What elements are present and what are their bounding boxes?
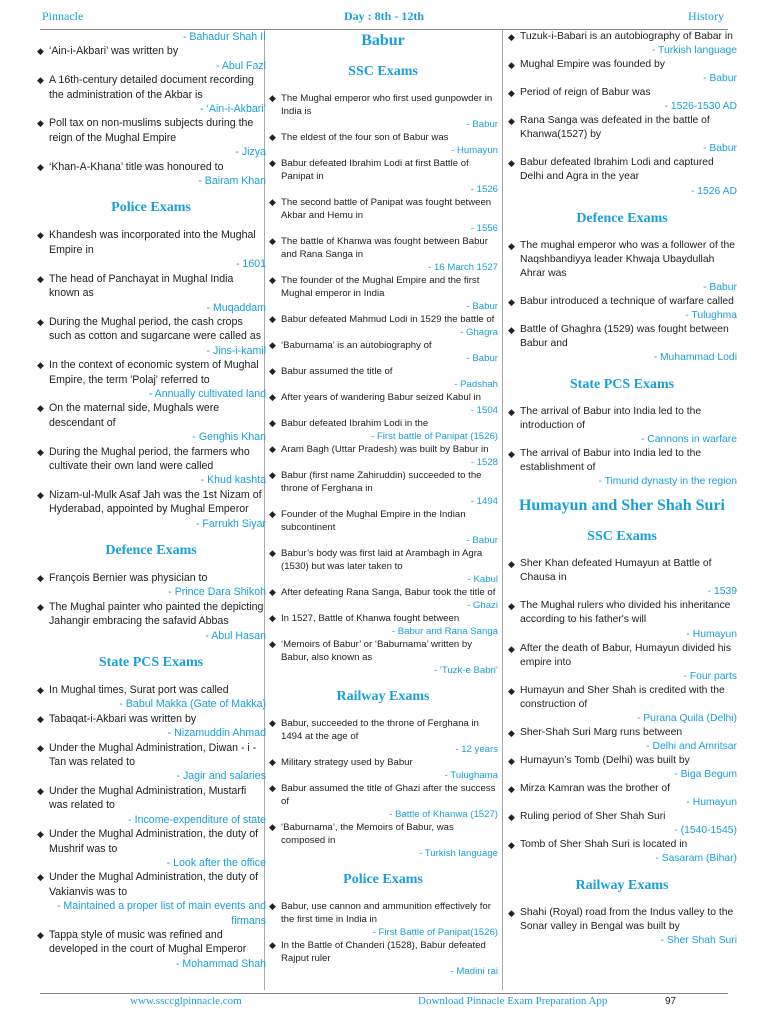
- question-text: In the Battle of Chanderi (1528), Babur defeated Rajput ruler: [281, 940, 486, 964]
- list-item: [268, 638, 498, 677]
- question-text: The second battle of Panipat was fought between Akbar and Hemu in: [281, 197, 492, 221]
- section-title-railway: Railway Exams: [336, 689, 430, 704]
- answer-text: - First Battle of Panipat(1526): [372, 927, 498, 938]
- answer-text: - 1526: [470, 184, 498, 195]
- list-item: [507, 323, 737, 365]
- list-item: [268, 131, 498, 157]
- question-list: [507, 906, 737, 948]
- answer-text: - Timurid dynasty in the region: [598, 476, 737, 488]
- diamond-bullet-icon: ◆: [269, 509, 276, 519]
- list-item: [268, 939, 498, 978]
- question-text: Babur, succeeded to the throne of Ferghana in 1494 at the age of: [281, 718, 479, 742]
- list-item: [268, 235, 498, 274]
- question-list: [36, 571, 266, 643]
- diamond-bullet-icon: ◆: [269, 901, 276, 911]
- header-day-range: Day : 8th - 12th: [344, 9, 424, 23]
- question-text: Shahi (Royal) road from the Indus valley to the Sonar valley in Bengal was built by: [520, 907, 734, 933]
- answer-text: - Babur: [466, 119, 498, 130]
- diamond-bullet-icon: ◆: [269, 757, 276, 767]
- question-text: Tuzuk-i-Babari is an autobiography of Babar in: [520, 31, 733, 42]
- section-title-railway: Railway Exams: [575, 878, 669, 894]
- diamond-bullet-icon: ◆: [508, 296, 515, 307]
- question-text: After defeating Rana Sanga, Babur took the title of: [281, 587, 496, 598]
- list-item: [507, 906, 737, 948]
- diamond-bullet-icon: ◆: [269, 418, 276, 428]
- answer-text: - 16 March 1527: [428, 262, 498, 273]
- list-item: [268, 469, 498, 508]
- question-text: Babur defeated Ibrahim Lodi and captured Delhi and Agra in the year: [520, 157, 714, 183]
- section-title-defence: Defence Exams: [576, 210, 668, 226]
- answer-text: - Four parts: [683, 670, 737, 682]
- list-item: [268, 196, 498, 235]
- question-text: ‘Baburnama’ is an autobiography of: [281, 340, 432, 351]
- question-text: Mirza Kamran was the brother of: [520, 783, 671, 795]
- answer-text: - Kabul: [467, 574, 498, 585]
- diamond-bullet-icon: ◆: [269, 822, 276, 832]
- list-item: [268, 157, 498, 196]
- list-item: [36, 272, 266, 315]
- question-text: After the death of Babur, Humayun divided his empire into: [520, 642, 732, 668]
- answer-text: - Ghazi: [467, 600, 498, 611]
- question-text: Babur’s body was first laid at Arambagh in Agra (1530) but was later taken to: [281, 548, 483, 572]
- list-item: [268, 443, 498, 469]
- diamond-bullet-icon: ◆: [269, 340, 276, 350]
- answer-text: - Income-expenditure of state: [128, 813, 266, 826]
- diamond-bullet-icon: ◆: [508, 240, 515, 251]
- topic-title: Humayun and Sher Shah Suri: [518, 497, 725, 515]
- section-title-ssc: SSC Exams: [348, 64, 418, 79]
- list-item: [268, 821, 498, 860]
- question-text: A 16th-century detailed document recording the administration of the Akbar is: [49, 74, 254, 101]
- answer-text: - Tulughma: [685, 309, 737, 321]
- list-item: [36, 827, 266, 870]
- question-text: Ruling period of Sher Shah Suri: [520, 811, 666, 823]
- question-text: Babur, use cannon and ammunition effectively for the first time in India in: [281, 901, 491, 925]
- question-text: During the Mughal period, the cash crops such as cotton and sugarcane were called as: [49, 315, 262, 343]
- answer-text: - Madini rai: [450, 966, 498, 977]
- question-text: In Mughal times, Surat port was called: [49, 684, 229, 697]
- diamond-bullet-icon: ◆: [269, 470, 276, 480]
- question-text: Tabaqat-i-Akbari was written by: [49, 712, 197, 725]
- answer-text: - Babur: [703, 143, 737, 155]
- question-text: The founder of the Mughal Empire and the first Mughal emperor in India: [281, 275, 480, 299]
- diamond-bullet-icon: ◆: [37, 601, 44, 612]
- answer-text: - Nizamuddin Ahmad: [167, 727, 266, 740]
- question-list: [268, 900, 498, 978]
- question-text: Mughal Empire was founded by: [520, 59, 665, 71]
- answer-text: - ‘Ain-i-Akbari’: [200, 103, 266, 116]
- column-divider-right: [502, 30, 503, 990]
- question-list: [507, 557, 737, 866]
- footer-website-link[interactable]: www.ssccglpinnacle.com: [130, 995, 242, 1007]
- answer-text: - Sasaram (Bihar): [655, 853, 737, 865]
- question-text: ‘Baburnama’, the Memoirs of Babur, was composed in: [281, 822, 454, 846]
- list-item: [507, 726, 737, 754]
- question-text: Tappa style of music was refined and developed in the court of Mughal Emperor: [49, 928, 247, 956]
- answer-text: - Babur and Rana Sanga: [391, 626, 498, 637]
- diamond-bullet-icon: ◆: [508, 643, 515, 654]
- list-item: [268, 365, 498, 391]
- diamond-bullet-icon: ◆: [269, 639, 276, 649]
- diamond-bullet-icon: ◆: [37, 785, 44, 796]
- question-text: The arrival of Babur into India led to the introduction of: [520, 405, 702, 432]
- question-list: [36, 228, 266, 531]
- list-item: [36, 600, 266, 643]
- list-item: [507, 684, 737, 726]
- diamond-bullet-icon: ◆: [508, 685, 515, 696]
- diamond-bullet-icon: ◆: [269, 236, 276, 246]
- question-list: [36, 683, 266, 971]
- answer-text: - Humayun: [686, 797, 737, 809]
- list-item: [268, 339, 498, 365]
- diamond-bullet-icon: ◆: [269, 132, 276, 142]
- question-text: Period of reign of Babur was: [520, 87, 651, 99]
- list-item: [507, 599, 737, 641]
- answer-text: - Mohammad Shah: [175, 957, 266, 970]
- answer-text: - 1601: [235, 258, 266, 271]
- answer-text: - Look after the office: [166, 856, 266, 869]
- answer-text: - Babul Makka (Gate of Makka): [119, 698, 266, 711]
- diamond-bullet-icon: ◆: [508, 784, 515, 795]
- diamond-bullet-icon: ◆: [37, 403, 44, 414]
- question-text: During the Mughal period, the farmers who cultivate their own land were called: [49, 445, 250, 472]
- diamond-bullet-icon: ◆: [508, 840, 515, 851]
- diamond-bullet-icon: ◆: [508, 601, 515, 612]
- question-text: The eldest of the four son of Babur was: [281, 132, 449, 143]
- footer-divider: [40, 993, 728, 994]
- question-text: On the maternal side, Mughals were descendant of: [49, 402, 220, 429]
- diamond-bullet-icon: ◆: [269, 587, 276, 597]
- list-item: [507, 447, 737, 489]
- diamond-bullet-icon: ◆: [269, 366, 276, 376]
- list-item: [507, 642, 737, 684]
- question-list: [507, 239, 737, 365]
- answer-text: - 1528: [470, 457, 498, 468]
- question-list: [36, 44, 266, 188]
- question-text: François Bernier was physician to: [49, 572, 208, 584]
- list-item: [507, 239, 737, 295]
- list-item: [36, 488, 266, 531]
- list-item: [507, 30, 737, 58]
- list-item: [36, 160, 266, 189]
- list-item: [268, 391, 498, 417]
- diamond-bullet-icon: ◆: [37, 742, 44, 753]
- question-text: In 1527, Battle of Khanwa fought between: [281, 613, 460, 624]
- answer-text: - Muqaddam: [206, 301, 266, 314]
- list-item: [268, 782, 498, 821]
- list-item: [507, 838, 737, 866]
- answer-text: - Babur: [703, 281, 737, 293]
- diamond-bullet-icon: ◆: [508, 158, 515, 169]
- diamond-bullet-icon: ◆: [508, 727, 515, 738]
- page-header: [0, 0, 768, 30]
- diamond-bullet-icon: ◆: [269, 718, 276, 728]
- diamond-bullet-icon: ◆: [37, 446, 44, 457]
- list-item: [507, 295, 737, 323]
- question-text: Sher Khan defeated Humayun at Battle of Chausa in: [520, 558, 712, 584]
- answer-text: - Tulughama: [444, 770, 498, 781]
- diamond-bullet-icon: ◆: [269, 275, 276, 285]
- answer-text: - Padshah: [454, 379, 498, 390]
- question-text: ‘Memoirs of Babur’ or ‘Baburnama’ written by Babur, also known as: [281, 639, 473, 663]
- diamond-bullet-icon: ◆: [37, 829, 44, 840]
- diamond-bullet-icon: ◆: [37, 118, 44, 129]
- answer-text: - 1526 AD: [690, 185, 737, 197]
- question-list: [268, 717, 498, 860]
- diamond-bullet-icon: ◆: [269, 392, 276, 402]
- answer-text: - 1539: [707, 586, 737, 598]
- list-item: [36, 73, 266, 116]
- answer-text: - Jins-i-kamil: [206, 344, 266, 357]
- question-text: Babur (first name Zahiruddin) succeeded to the throne of Ferghana in: [281, 470, 482, 494]
- question-text: The mughal emperor who was a follower of the Naqshbandiyya leader Khwaja Ubaydullah Ahrar was: [520, 239, 736, 279]
- diamond-bullet-icon: ◆: [508, 324, 515, 335]
- list-item: [36, 445, 266, 488]
- list-item: [36, 315, 266, 358]
- question-text: Battle of Ghaghra (1529) was fought between Babur and: [520, 323, 729, 349]
- list-item: [268, 586, 498, 612]
- answer-text: - Abul Hasan: [205, 629, 266, 642]
- diamond-bullet-icon: ◆: [269, 444, 276, 454]
- answer-text: - Abul Fazl: [215, 59, 266, 72]
- diamond-bullet-icon: ◆: [37, 685, 44, 696]
- column-3: [507, 30, 737, 990]
- diamond-bullet-icon: ◆: [37, 75, 44, 86]
- answer-text: - Jizya: [235, 146, 266, 159]
- diamond-bullet-icon: ◆: [508, 755, 515, 766]
- question-text: In the context of economic system of Mughal Empire, the term 'Polaj' referred to: [49, 359, 259, 386]
- diamond-bullet-icon: ◆: [37, 713, 44, 724]
- diamond-bullet-icon: ◆: [269, 314, 276, 324]
- answer-text: - Muhammad Lodi: [653, 351, 737, 363]
- answer-text: - Bairam Khan: [198, 175, 266, 188]
- answer-text: - Delhi and Amritsar: [646, 740, 737, 752]
- header-brand: Pinnacle: [42, 9, 84, 23]
- diamond-bullet-icon: ◆: [37, 573, 44, 583]
- question-text: Babur defeated Ibrahim Lodi at first Battle of Panipat in: [281, 158, 469, 182]
- list-item: [268, 92, 498, 131]
- list-item: [36, 358, 266, 401]
- answer-text: - 1494: [470, 496, 498, 507]
- question-text: Poll tax on non-muslims subjects during the reign of the Mughal Empire: [49, 117, 254, 144]
- answer-text: - Maintained a proper list of main events and firmans: [56, 900, 266, 927]
- list-item: [36, 228, 266, 271]
- diamond-bullet-icon: ◆: [37, 161, 44, 172]
- section-title-ssc: SSC Exams: [587, 529, 657, 545]
- list-item: [36, 401, 266, 444]
- question-text: Babur introduced a technique of warfare called: [520, 295, 734, 307]
- list-item: [36, 741, 266, 784]
- diamond-bullet-icon: ◆: [508, 449, 515, 460]
- diamond-bullet-icon: ◆: [508, 116, 515, 127]
- list-item: [507, 810, 737, 838]
- question-text: The Mughal painter who painted the depicting Jahangir embracing the safavid Abbas: [49, 600, 264, 628]
- diamond-bullet-icon: ◆: [37, 489, 44, 500]
- list-item: [36, 683, 266, 712]
- diamond-bullet-icon: ◆: [269, 93, 276, 103]
- header-subject: History: [688, 9, 724, 23]
- question-text: The Mughal rulers who divided his inheritance according to his father's will: [520, 600, 731, 626]
- answer-text: - Babur: [466, 353, 498, 364]
- list-item: [507, 156, 737, 198]
- question-list: [268, 92, 498, 677]
- question-text: The head of Panchayat in Mughal India known as: [49, 272, 234, 300]
- diamond-bullet-icon: ◆: [508, 88, 515, 99]
- answer-text: - Sher Shah Suri: [660, 935, 737, 947]
- diamond-bullet-icon: ◆: [508, 406, 515, 417]
- diamond-bullet-icon: ◆: [508, 908, 515, 919]
- diamond-bullet-icon: ◆: [37, 360, 44, 371]
- list-item: [507, 58, 737, 86]
- carryover-answer: - Bahadur Shah II: [182, 31, 266, 43]
- list-item: [268, 547, 498, 586]
- question-text: Under the Mughal Administration, the duty of Mushrif was to: [49, 828, 259, 855]
- question-text: The arrival of Babur into India led to the establishment of: [520, 448, 702, 474]
- diamond-bullet-icon: ◆: [37, 46, 44, 57]
- diamond-bullet-icon: ◆: [37, 273, 44, 284]
- section-title-police: Police Exams: [343, 872, 423, 887]
- list-item: [507, 405, 737, 447]
- list-item: [268, 417, 498, 443]
- list-item: [268, 756, 498, 782]
- column-2: [268, 30, 498, 990]
- question-text: Aram Bagh (Uttar Pradesh) was built by Babur in: [281, 444, 489, 455]
- diamond-bullet-icon: ◆: [37, 929, 44, 940]
- answer-text: - Prince Dara Shikoh: [168, 586, 266, 599]
- answer-text: - Humayun: [686, 628, 737, 640]
- list-item: [36, 928, 266, 971]
- answer-text: - (1540-1545): [674, 825, 737, 837]
- list-item: [36, 712, 266, 741]
- list-item: [507, 782, 737, 810]
- answer-text: - Farrukh Siyar: [195, 517, 266, 530]
- diamond-bullet-icon: ◆: [269, 197, 276, 207]
- question-list: [507, 405, 737, 489]
- footer-app-promo: Download Pinnacle Exam Preparation App: [418, 995, 608, 1007]
- answer-text: - First battle of Panipat (1526): [371, 431, 498, 442]
- question-text: After years of wandering Babur seized Kabul in: [281, 392, 481, 403]
- question-text: The battle of Khanwa was fought between Babur and Rana Sanga in: [281, 236, 488, 260]
- topic-title: Babur: [361, 32, 405, 49]
- answer-text: - Humayun: [451, 145, 498, 156]
- answer-text: - Turkish language: [651, 45, 737, 57]
- list-item: [36, 44, 266, 73]
- answer-text: - Purana Quila (Delhi): [636, 712, 737, 724]
- question-text: Sher-Shah Suri Marg runs between: [520, 726, 683, 738]
- diamond-bullet-icon: ◆: [269, 158, 276, 168]
- question-text: Rana Sanga was defeated in the battle of Khanwa(1527) by: [520, 115, 710, 141]
- list-item: [268, 508, 498, 547]
- answer-text: - 1504: [470, 405, 498, 416]
- list-item: [507, 114, 737, 156]
- list-item: [268, 274, 498, 313]
- list-item: [268, 717, 498, 756]
- list-item: [268, 313, 498, 339]
- answer-text: - Genghis Khan: [192, 431, 266, 444]
- answer-text: - Turkish language: [419, 848, 498, 859]
- list-item: [507, 86, 737, 114]
- answer-text: - Jagir and salaries: [176, 770, 266, 783]
- diamond-bullet-icon: ◆: [508, 812, 515, 823]
- diamond-bullet-icon: ◆: [269, 783, 276, 793]
- page-number: 97: [665, 996, 677, 1007]
- list-item: [36, 571, 266, 600]
- question-text: Khandesh was incorporated into the Mughal Empire in: [49, 229, 256, 256]
- answer-text: - Babur: [466, 301, 498, 312]
- answer-text: - Biga Begum: [674, 768, 737, 780]
- diamond-bullet-icon: ◆: [37, 316, 44, 327]
- question-text: Under the Mughal Administration, Mustarfi was related to: [49, 784, 247, 812]
- diamond-bullet-icon: ◆: [508, 559, 515, 570]
- list-item: [268, 900, 498, 939]
- diamond-bullet-icon: ◆: [508, 60, 515, 71]
- list-item: [36, 784, 266, 827]
- question-text: Babur defeated Mahmud Lodi in 1529 the battle of: [281, 314, 495, 325]
- question-text: The Mughal emperor who first used gunpowder in India is: [281, 93, 493, 117]
- question-text: Humayun’s Tomb (Delhi) was built by: [520, 754, 690, 766]
- answer-text: - Khud kashta: [200, 474, 266, 487]
- answer-text: - ‘Tuzk-e Babri’: [433, 665, 498, 676]
- question-text: Under the Mughal Administration, Diwan - i - Tan was related to: [49, 741, 257, 769]
- answer-text: - Annually cultivated land: [148, 387, 266, 400]
- section-title-state-pcs: State PCS Exams: [98, 655, 204, 671]
- column-1: [36, 30, 266, 990]
- answer-text: - 12 years: [455, 744, 498, 755]
- question-text: Founder of the Mughal Empire in the Indian subcontinent: [281, 509, 466, 533]
- question-text: Nizam-ul-Mulk Asaf Jah was the 1st Nizam of Hyderabad, appointed by Mughal Emperor: [49, 488, 262, 516]
- diamond-bullet-icon: ◆: [37, 230, 44, 241]
- question-text: Tomb of Sher Shah Suri is located in: [520, 839, 688, 851]
- question-text: Babur assumed the title of Ghazi after the success of: [281, 783, 496, 807]
- question-text: Babur defeated Ibrahim Lodi in the: [281, 418, 429, 429]
- question-list: [507, 30, 737, 199]
- question-text: Under the Mughal Administration, the duty of Vakianvis was to: [49, 871, 259, 898]
- list-item: [268, 612, 498, 638]
- list-item: [507, 557, 737, 599]
- question-text: Babur assumed the title of: [281, 366, 393, 377]
- diamond-bullet-icon: ◆: [269, 940, 276, 950]
- answer-text: - Babur: [703, 73, 737, 85]
- diamond-bullet-icon: ◆: [37, 872, 44, 883]
- section-title-police: Police Exams: [111, 200, 191, 216]
- question-text: ‘Khan-A-Khana’ title was honoured to: [49, 160, 224, 173]
- section-title-state-pcs: State PCS Exams: [569, 376, 675, 392]
- list-item: [507, 754, 737, 782]
- diamond-bullet-icon: ◆: [269, 613, 276, 623]
- answer-text: - Babur: [466, 535, 498, 546]
- question-text: Humayun and Sher Shah is credited with the construction of: [520, 684, 725, 710]
- answer-text: - 1526-1530 AD: [664, 101, 737, 113]
- answer-text: - Ghagra: [460, 327, 498, 338]
- answer-text: - 1556: [470, 223, 498, 234]
- list-item: [36, 116, 266, 159]
- section-title-defence: Defence Exams: [105, 543, 197, 558]
- diamond-bullet-icon: ◆: [269, 548, 276, 558]
- question-text: ‘Ain-i-Akbari’ was written by: [49, 45, 179, 58]
- diamond-bullet-icon: ◆: [508, 32, 515, 42]
- answer-text: - Cannons in warfare: [640, 434, 737, 446]
- question-text: Military strategy used by Babur: [281, 757, 413, 768]
- list-item: [36, 870, 266, 928]
- answer-text: - Battle of Khanwa (1527): [389, 809, 498, 820]
